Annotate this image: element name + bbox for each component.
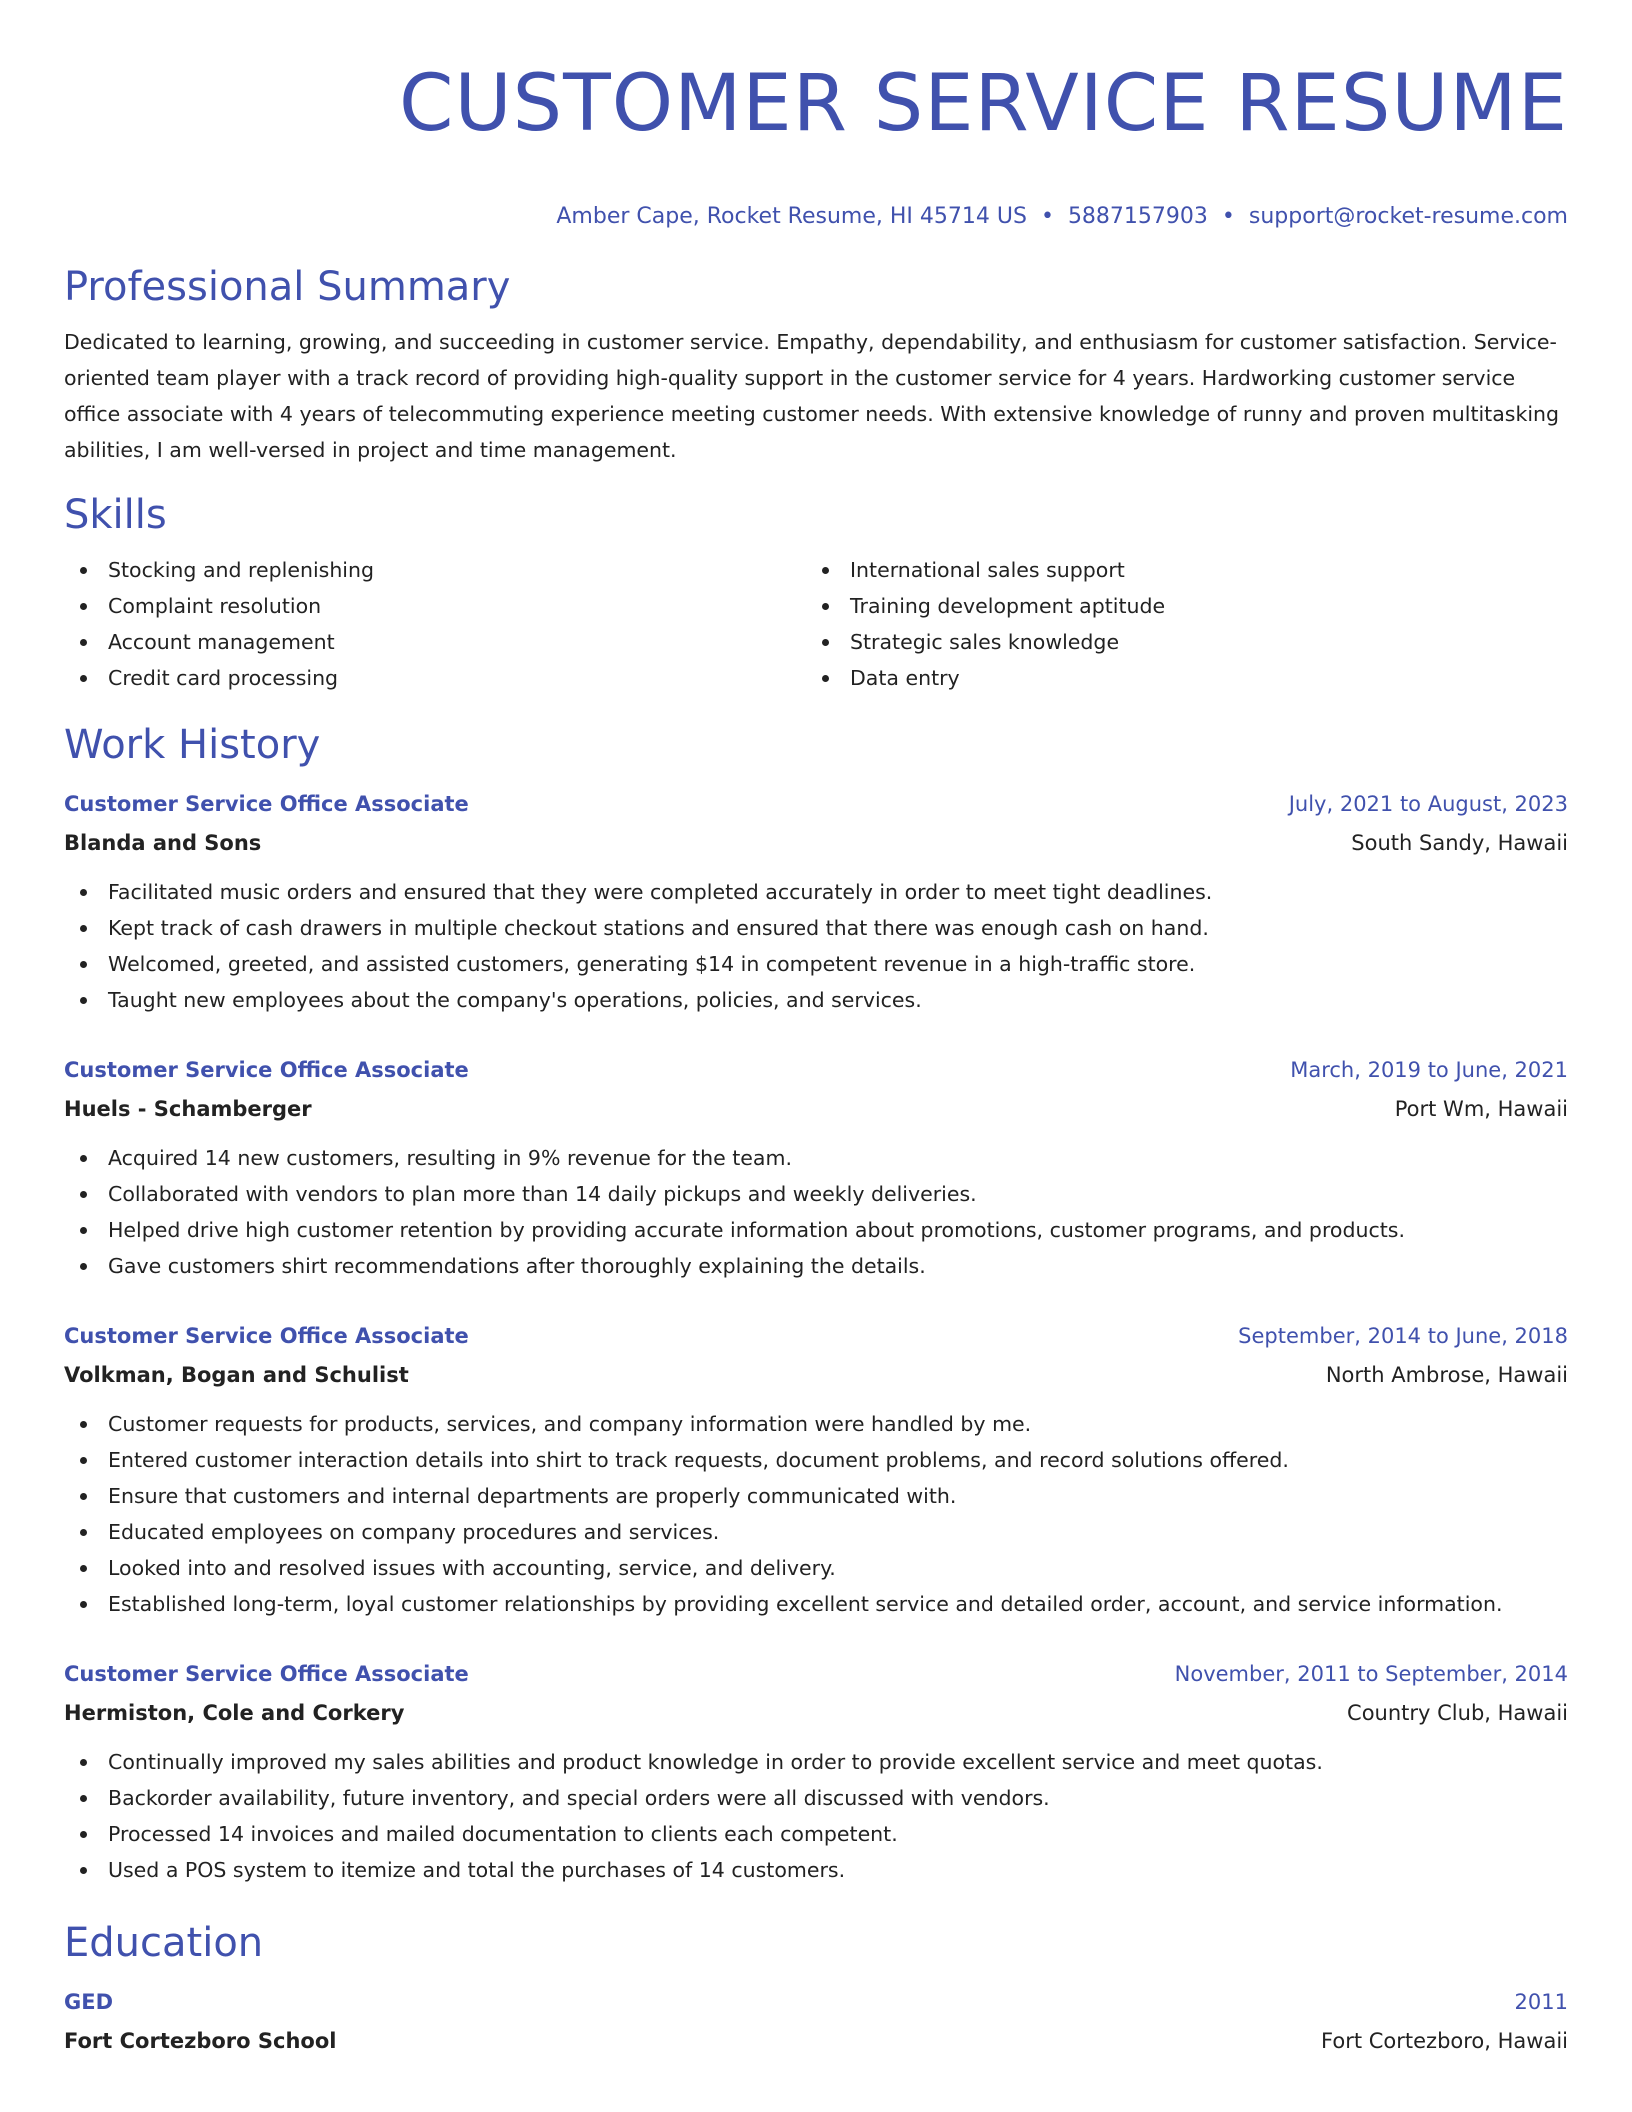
skills-right-column [806, 552, 1548, 696]
skill-item: Strategic sales knowledge [806, 624, 1548, 660]
work-history-heading: Work History [64, 722, 321, 768]
job-dates: July, 2021 to August, 2023 [1288, 792, 1568, 816]
job-bullet: Collaborated with vendors to plan more than 14 daily pickups and weekly deliveries. [64, 1176, 1568, 1212]
job-dates: November, 2011 to September, 2014 [1174, 1662, 1568, 1686]
job-bullet: Helped drive high customer retention by providing accurate information about promotions, customer programs, and products. [64, 1212, 1568, 1248]
job-role: Customer Service Office Associate [64, 1324, 469, 1348]
job-bullet: Welcomed, greeted, and assisted customers, generating $14 in competent revenue in a high-traffic store. [64, 946, 1568, 982]
job-bullet: Processed 14 invoices and mailed documentation to clients each competent. [64, 1816, 1568, 1852]
skill-item: Stocking and replenishing [64, 552, 806, 588]
summary-heading: Professional Summary [64, 264, 511, 310]
job-bullet: Facilitated music orders and ensured that they were completed accurately in order to meet tight deadlines. [64, 874, 1568, 910]
separator-dot: • [1040, 204, 1054, 229]
summary-text: Dedicated to learning, growing, and succeeding in customer service. Empathy, dependability, and enthusiasm for customer satisfaction. Service-oriented team player with a track record of providing high-quality support in the customer service for 4 years. Hardworking customer service office associate with 4 years of telecommuting experience meeting customer needs. With extensive knowledge of runny and proven multitasking abilities, I am well-versed in project and time management. [64, 330, 1560, 462]
job-bullet: Educated employees on company procedures and services. [64, 1514, 1568, 1550]
job-location: North Ambrose, Hawaii [1325, 1363, 1568, 1387]
job-bullet: Taught new employees about the company's operations, policies, and services. [64, 982, 1568, 1018]
skill-item: Credit card processing [64, 660, 806, 696]
job-entry [64, 1050, 1568, 1284]
job-entry [64, 784, 1568, 1018]
job-company: Volkman, Bogan and Schulist [64, 1363, 409, 1387]
job-bullet: Kept track of cash drawers in multiple checkout stations and ensured that there was enough cash on hand. [64, 910, 1568, 946]
job-bullet: Established long-term, loyal customer relationships by providing excellent service and detailed order, account, and service information. [64, 1586, 1568, 1622]
skills-left-column [64, 552, 806, 696]
skill-item: Account management [64, 624, 806, 660]
job-role: Customer Service Office Associate [64, 792, 469, 816]
job-entry [64, 1654, 1568, 1888]
job-bullets [64, 1744, 1568, 1888]
separator-dot: • [1221, 204, 1235, 229]
job-bullet: Ensure that customers and internal departments are properly communicated with. [64, 1478, 1568, 1514]
skill-item: Complaint resolution [64, 588, 806, 624]
skill-item: Training development aptitude [806, 588, 1548, 624]
job-dates: September, 2014 to June, 2018 [1238, 1324, 1568, 1348]
job-bullets [64, 1406, 1568, 1622]
skills-grid [64, 552, 1568, 696]
job-location: South Sandy, Hawaii [1351, 831, 1568, 855]
job-bullet: Gave customers shirt recommendations after thoroughly explaining the details. [64, 1248, 1568, 1284]
education-heading: Education [64, 1920, 264, 1966]
job-dates: March, 2019 to June, 2021 [1290, 1058, 1568, 1082]
job-entry [64, 1316, 1568, 1622]
job-location: Country Club, Hawaii [1347, 1701, 1568, 1725]
job-company: Blanda and Sons [64, 831, 262, 855]
job-bullet: Backorder availability, future inventory, and special orders were all discussed with vendors. [64, 1780, 1568, 1816]
job-location: Port Wm, Hawaii [1394, 1097, 1568, 1121]
education-location: Fort Cortezboro, Hawaii [1321, 2029, 1568, 2053]
education-entry [64, 1982, 1568, 2060]
education-degree: GED [64, 1990, 114, 2014]
job-bullet: Looked into and resolved issues with accounting, service, and delivery. [64, 1550, 1568, 1586]
contact-line [64, 202, 1568, 232]
job-bullet: Customer requests for products, services, and company information were handled by me. [64, 1406, 1568, 1442]
job-bullet: Acquired 14 new customers, resulting in 9% revenue for the team. [64, 1140, 1568, 1176]
skill-item: Data entry [806, 660, 1548, 696]
skills-heading: Skills [64, 492, 167, 538]
job-role: Customer Service Office Associate [64, 1058, 469, 1082]
skill-item: International sales support [806, 552, 1548, 588]
job-bullets [64, 1140, 1568, 1284]
job-bullet: Continually improved my sales abilities and product knowledge in order to provide excellent service and meet quotas. [64, 1744, 1568, 1780]
contact-email[interactable]: support@rocket-resume.com [1248, 204, 1568, 229]
education-school: Fort Cortezboro School [64, 2029, 337, 2053]
job-bullet: Entered customer interaction details into shirt to track requests, document problems, and record solutions offered. [64, 1442, 1568, 1478]
education-year: 2011 [1514, 1990, 1568, 2014]
job-bullet: Used a POS system to itemize and total the purchases of 14 customers. [64, 1852, 1568, 1888]
job-company: Hermiston, Cole and Corkery [64, 1701, 405, 1725]
resume-title: CUSTOMER SERVICE RESUME [399, 59, 1568, 149]
contact-phone: 5887157903 [1067, 204, 1208, 229]
job-bullets [64, 874, 1568, 1018]
job-role: Customer Service Office Associate [64, 1662, 469, 1686]
job-company: Huels - Schamberger [64, 1097, 312, 1121]
contact-address: Amber Cape, Rocket Resume, HI 45714 US [556, 204, 1027, 229]
